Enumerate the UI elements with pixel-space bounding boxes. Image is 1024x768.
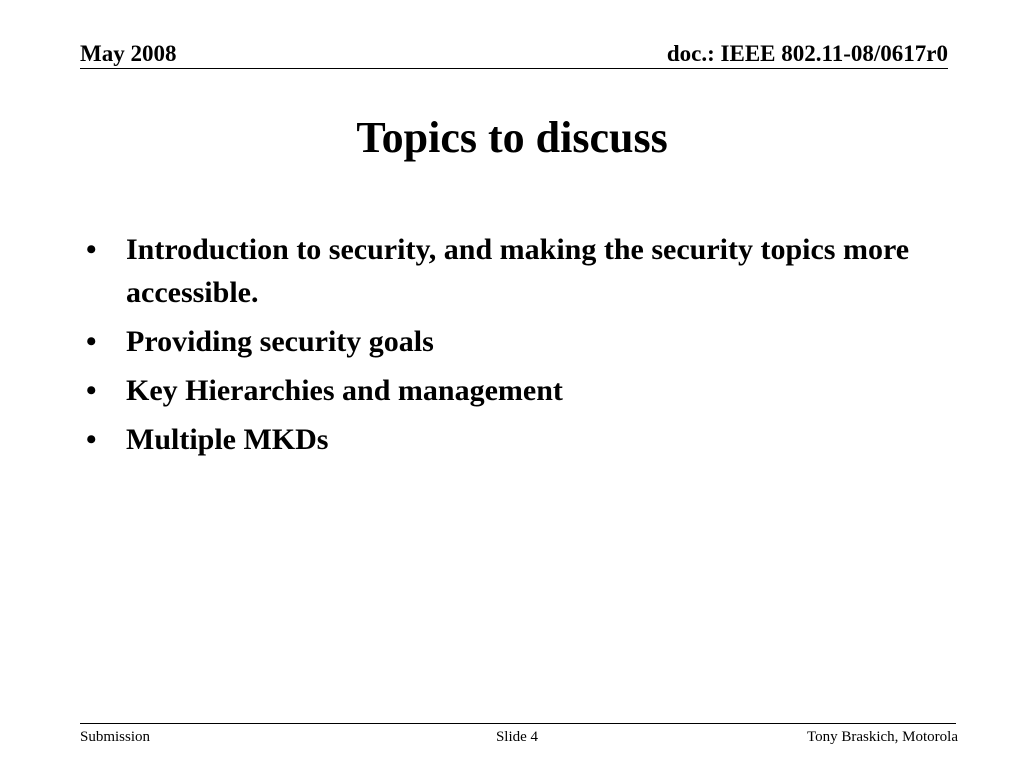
footer-slide-number: Slide 4 <box>495 729 539 745</box>
slide-title: Topics to discuss <box>356 113 668 162</box>
footer-divider <box>80 723 956 724</box>
bullet-text: Key Hierarchies and management <box>126 374 563 407</box>
header-doc-id: doc.: IEEE 802.11-08/0617r0 <box>666 41 948 66</box>
bullet-point-icon: • <box>86 325 97 358</box>
bullet-item <box>86 320 966 363</box>
bullet-item <box>86 369 966 412</box>
bullet-list <box>86 228 966 467</box>
header-divider <box>80 68 948 69</box>
bullet-point-icon: • <box>86 374 97 407</box>
header-date: May 2008 <box>80 41 177 66</box>
bullet-item <box>86 418 966 461</box>
bullet-point-icon: • <box>86 233 97 266</box>
bullet-point-icon: • <box>86 423 97 456</box>
bullet-text: Providing security goals <box>126 325 434 358</box>
bullet-item <box>86 228 966 314</box>
bullet-text: Multiple MKDs <box>126 423 329 456</box>
footer-author: Tony Braskich, Motorola <box>806 729 958 745</box>
footer-submission: Submission <box>80 729 151 745</box>
bullet-text: Introduction to security, and making the security topics more accessible. <box>126 233 910 309</box>
